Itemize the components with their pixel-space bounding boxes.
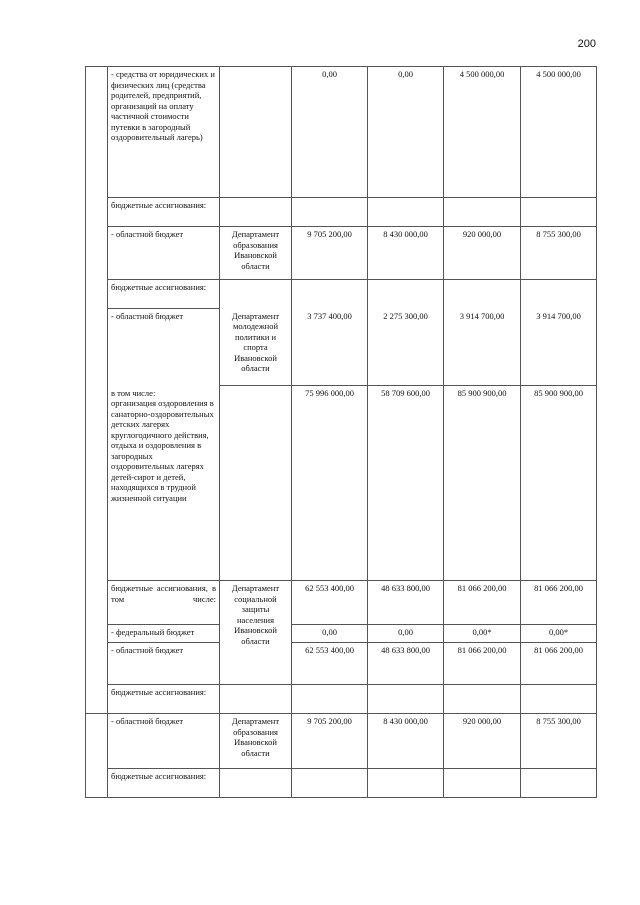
department-cell: Департамент образования Ивановской области xyxy=(220,714,292,769)
table-row xyxy=(86,386,597,581)
value-cell: 3 737 400,00 xyxy=(292,309,368,386)
value-cell: 58 709 600,00 xyxy=(368,386,444,581)
department-cell: Департамент социальной защиты населения Ивановской области xyxy=(220,581,292,685)
incl-label: в том числе: xyxy=(111,387,156,398)
row-label xyxy=(108,386,220,581)
value-cell: 4 500 000,00 xyxy=(521,67,597,198)
table-row xyxy=(86,67,597,198)
table-row xyxy=(86,714,597,769)
row-label: - областной бюджет xyxy=(108,227,220,280)
value-cell: 2 275 300,00 xyxy=(368,309,444,386)
program-description: организация оздоровления в санаторно-оздоровительных детских лагерях круглогодичного действия, отдыха и оздоровления в загородных оздоровительных лагерях детей-сирот и детей, находящихся в трудной жизненной ситуации xyxy=(111,398,214,503)
value-cell: 0,00* xyxy=(444,625,521,643)
value-cell: 4 500 000,00 xyxy=(444,67,521,198)
value-cell: 0,00 xyxy=(292,625,368,643)
value-cell: 85 900 900,00 xyxy=(521,386,597,581)
value-cell: 62 553 400,00 xyxy=(292,581,368,625)
table-row xyxy=(86,581,597,625)
value-cell: 8 755 300,00 xyxy=(521,227,597,280)
value-cell: 81 066 200,00 xyxy=(444,581,521,625)
row-label: бюджетные ассигнования: xyxy=(108,280,220,309)
value-cell: 0,00 xyxy=(292,67,368,198)
value-cell: 8 430 000,00 xyxy=(368,714,444,769)
department-cell: Департамент молодежной политики и спорта Ивановской области xyxy=(220,309,292,386)
row-label: бюджетные ассигнования: xyxy=(108,198,220,227)
value-cell: 0,00 xyxy=(368,67,444,198)
index-cell xyxy=(86,67,108,198)
value-cell: 0,00 xyxy=(368,625,444,643)
value-cell: 62 553 400,00 xyxy=(292,643,368,685)
table-row xyxy=(86,643,597,685)
table-row xyxy=(86,280,597,309)
table-row xyxy=(86,198,597,227)
row-label: бюджетные ассигнования: xyxy=(108,769,220,798)
row-label: - областной бюджет xyxy=(108,309,220,386)
department-cell xyxy=(220,67,292,198)
table-row xyxy=(86,685,597,714)
department-cell: Департамент образования Ивановской области xyxy=(220,227,292,280)
value-cell: 48 633 800,00 xyxy=(368,643,444,685)
value-cell: 8 755 300,00 xyxy=(521,714,597,769)
table-row xyxy=(86,625,597,643)
value-cell: 0,00* xyxy=(521,625,597,643)
row-label: - областной бюджет xyxy=(108,643,220,685)
value-cell: 8 430 000,00 xyxy=(368,227,444,280)
value-cell: 9 705 200,00 xyxy=(292,227,368,280)
table-row xyxy=(86,309,597,386)
row-label: - федеральный бюджет xyxy=(108,625,220,643)
department-cell xyxy=(220,386,292,581)
value-cell: 3 914 700,00 xyxy=(444,309,521,386)
value-cell: 75 996 000,00 xyxy=(292,386,368,581)
table-row xyxy=(86,769,597,798)
value-cell: 81 066 200,00 xyxy=(444,643,521,685)
page-number: 200 xyxy=(577,38,596,50)
row-label: бюджетные ассигнования: xyxy=(108,685,220,714)
row-label: - средства от юридических и физических лиц (средства родителей, предприятий, организаций на оплату частичной стоимости путевки в загородный оздоровительный лагерь) xyxy=(108,67,220,198)
value-cell: 48 633 800,00 xyxy=(368,581,444,625)
value-cell: 85 900 900,00 xyxy=(444,386,521,581)
value-cell: 81 066 200,00 xyxy=(521,581,597,625)
value-cell: 3 914 700,00 xyxy=(521,309,597,386)
row-label: бюджетные ассигнования, в том числе: xyxy=(108,581,220,625)
row-label: - областной бюджет xyxy=(108,714,220,769)
budget-table xyxy=(85,66,597,798)
value-cell: 920 000,00 xyxy=(444,227,521,280)
value-cell: 9 705 200,00 xyxy=(292,714,368,769)
table-row xyxy=(86,227,597,280)
value-cell: 81 066 200,00 xyxy=(521,643,597,685)
value-cell: 920 000,00 xyxy=(444,714,521,769)
